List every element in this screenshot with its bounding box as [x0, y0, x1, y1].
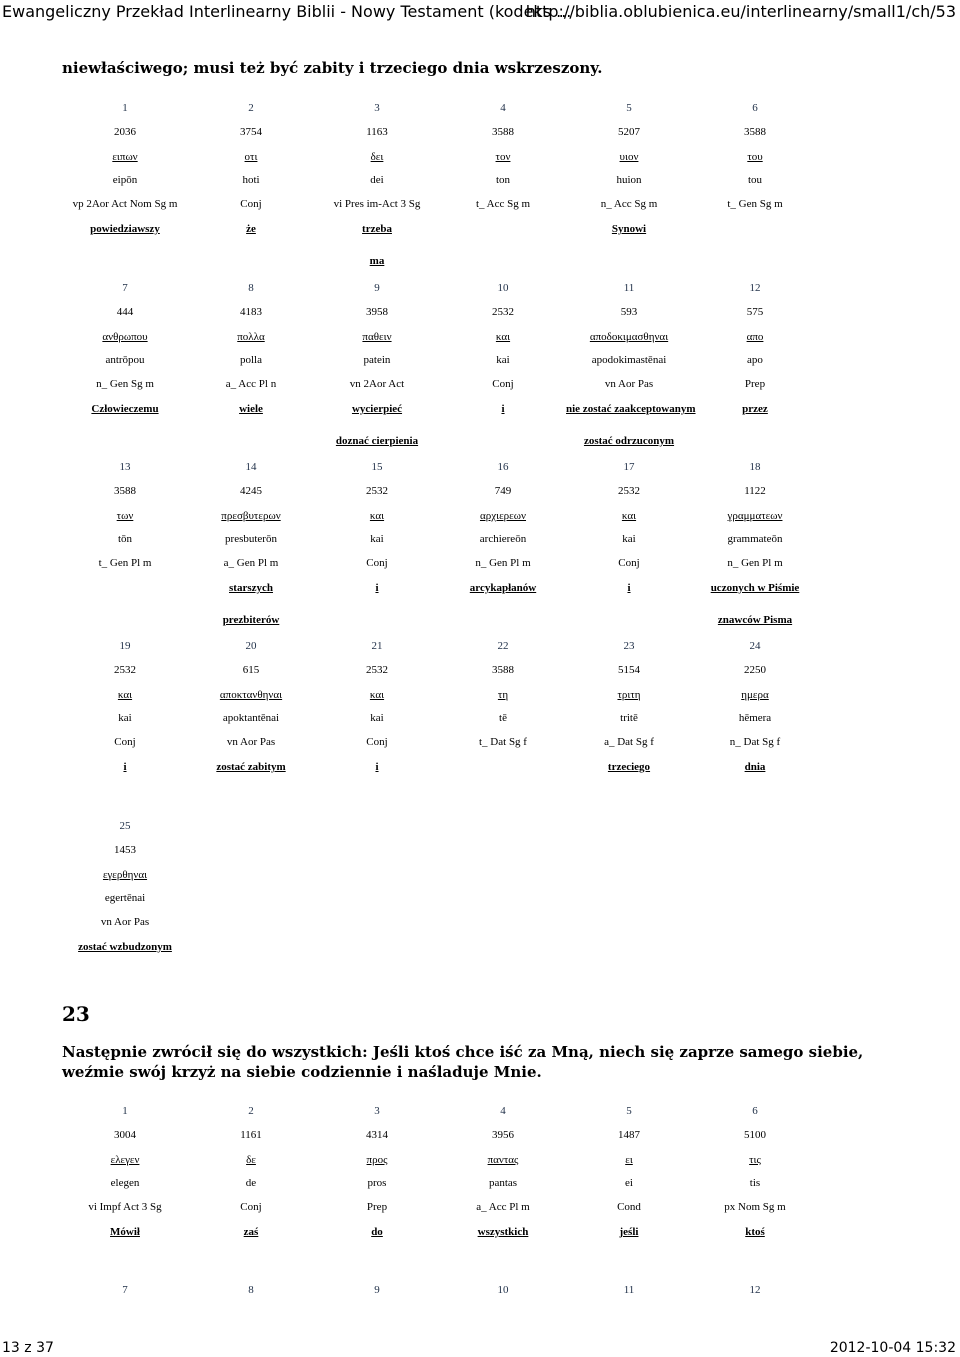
interlinear-row-polish-translation: [62, 939, 818, 955]
greek-word[interactable]: και: [495, 331, 511, 343]
interlinear-row-morphology: [62, 555, 818, 571]
greek-word[interactable]: αποδοκιμασθηναι: [589, 331, 669, 343]
interlinear-row-morphology: [62, 914, 818, 930]
morphology: vn Aor Pas: [604, 378, 654, 390]
transliteration: kai: [370, 533, 384, 545]
greek-word[interactable]: και: [369, 510, 385, 522]
polish-alternative[interactable]: [62, 433, 188, 449]
greek-word[interactable]: γραμματεων: [727, 510, 783, 522]
interlinear-row-word-position: [62, 459, 818, 475]
transliteration: eipōn: [112, 174, 138, 186]
word-position: 9: [374, 282, 380, 294]
word-position: 8: [248, 1284, 254, 1296]
interlinear-row-polish-translation: [62, 401, 818, 417]
polish-translation[interactable]: wycierpieć: [351, 403, 403, 415]
transliteration: grammateōn: [727, 533, 783, 545]
transliteration: patein: [363, 354, 391, 366]
word-position: 11: [623, 282, 635, 294]
word-position: 22: [497, 640, 509, 652]
interlinear-row-greek-word: [62, 149, 818, 165]
transliteration: pantas: [488, 1177, 518, 1189]
polish-translation[interactable]: ktoś: [745, 1226, 765, 1238]
strong-number: 615: [242, 664, 260, 676]
word-position: 10: [497, 282, 509, 294]
greek-word[interactable]: παντας: [487, 1154, 519, 1166]
transliteration: hēmera: [738, 712, 772, 724]
polish-alternative[interactable]: [440, 612, 566, 628]
polish-alternative[interactable]: [62, 253, 188, 269]
morphology: a_ Dat Sg f: [604, 736, 654, 748]
interlinear-row-strong-number: [62, 124, 818, 140]
polish-alternative[interactable]: [440, 433, 566, 449]
morphology: vn Aor Pas: [226, 736, 276, 748]
strong-number: 2532: [366, 664, 388, 676]
polish-translation[interactable]: zaś: [243, 1226, 259, 1238]
strong-number: 3588: [492, 664, 514, 676]
morphology: n_ Acc Sg m: [600, 198, 658, 210]
greek-word[interactable]: τις: [749, 1154, 761, 1166]
polish-translation[interactable]: wiele: [239, 403, 263, 415]
morphology: Conj: [492, 378, 514, 390]
transliteration: kai: [622, 533, 636, 545]
greek-word[interactable]: πολλα: [237, 331, 265, 343]
morphology: Conj: [114, 736, 136, 748]
greek-word[interactable]: των: [116, 510, 134, 522]
polish-alternative[interactable]: [440, 253, 566, 269]
morphology: a_ Gen Pl m: [223, 557, 279, 569]
transliteration: tē: [499, 712, 507, 724]
morphology: vp 2Aor Act Nom Sg m: [72, 198, 178, 210]
morphology: t_ Acc Sg m: [475, 198, 531, 210]
word-position: 6: [752, 1105, 758, 1117]
transliteration: elegen: [110, 1177, 140, 1189]
verse-22-tail: niewłaściwego; musi też być zabity i trzeciego dnia wskrzeszony.: [62, 59, 603, 77]
greek-word[interactable]: εγερθηναι: [102, 869, 148, 881]
transliteration: presbuterōn: [225, 533, 277, 545]
interlinear-row-greek-word: [62, 687, 818, 703]
morphology: Conj: [366, 557, 388, 569]
greek-word[interactable]: ημερα: [741, 689, 769, 701]
transliteration: egertēnai: [104, 892, 146, 904]
polish-alternative[interactable]: [62, 612, 188, 628]
polish-translation[interactable]: i: [501, 403, 505, 415]
strong-number: 3956: [492, 1129, 514, 1141]
greek-word[interactable]: οτι: [244, 151, 258, 163]
polish-translation[interactable]: trzeciego: [607, 761, 651, 773]
word-position: 16: [497, 461, 509, 473]
transliteration: ei: [625, 1177, 633, 1189]
strong-number: 2532: [492, 306, 514, 318]
polish-translation[interactable]: zostać wzbudzonym: [78, 941, 172, 953]
polish-translation[interactable]: [440, 759, 566, 775]
interlinear-row-strong-number: [62, 662, 818, 678]
polish-translation[interactable]: Człowieczemu: [91, 403, 159, 415]
interlinear-row-greek-word: [62, 867, 818, 883]
morphology: Conj: [240, 198, 262, 210]
morphology: n_ Dat Sg f: [729, 736, 781, 748]
greek-word[interactable]: και: [621, 510, 637, 522]
transliteration: huion: [616, 174, 642, 186]
word-position: 19: [119, 640, 131, 652]
word-position: 23: [623, 640, 635, 652]
interlinear-row-transliteration: [62, 352, 818, 368]
interlinear-row-transliteration: [62, 1175, 818, 1191]
morphology: px Nom Sg m: [724, 1201, 786, 1213]
interlinear-row-morphology: [62, 1199, 818, 1215]
header-title: Ewangeliczny Przekład Interlinearny Biblii - Nowy Testament (kodeks ...: [2, 2, 572, 21]
strong-number: 1122: [744, 485, 766, 497]
strong-number: 1487: [618, 1129, 640, 1141]
greek-word[interactable]: τριτη: [617, 689, 641, 701]
strong-number: 5207: [618, 126, 640, 138]
transliteration: kai: [370, 712, 384, 724]
word-position: 9: [374, 1284, 380, 1296]
word-position: 20: [245, 640, 257, 652]
word-position: 2: [248, 1105, 254, 1117]
word-position: 3: [374, 1105, 380, 1117]
strong-number: 3588: [114, 485, 136, 497]
header-url[interactable]: http://biblia.oblubienica.eu/interlinearny/small1/ch/53: [525, 2, 956, 21]
interlinear-row-polish-translation: [62, 580, 818, 596]
morphology: t_ Gen Sg m: [727, 198, 783, 210]
interlinear-row-morphology: [62, 196, 818, 212]
word-position: 24: [749, 640, 761, 652]
transliteration: hoti: [242, 174, 260, 186]
interlinear-row-word-position: [62, 638, 818, 654]
polish-alternative[interactable]: doznać cierpienia: [335, 435, 419, 447]
strong-number: 444: [116, 306, 134, 318]
greek-word[interactable]: ειπων: [112, 151, 138, 163]
strong-number: 2250: [744, 664, 766, 676]
word-position: 4: [500, 102, 506, 114]
greek-word[interactable]: προς: [366, 1154, 388, 1166]
morphology: Prep: [366, 1201, 388, 1213]
interlinear-row-transliteration: [62, 710, 818, 726]
polish-translation[interactable]: i: [123, 761, 127, 773]
interlinear-row-word-position: [62, 1282, 818, 1298]
strong-number: 4314: [366, 1129, 388, 1141]
polish-translation[interactable]: dnia: [744, 761, 766, 773]
interlinear-row-polish-alternative: [62, 612, 818, 628]
polish-translation[interactable]: nie zostać zaakceptowanym: [566, 403, 696, 415]
polish-translation[interactable]: do: [371, 1226, 383, 1238]
transliteration: tritē: [620, 712, 638, 724]
word-position: 10: [497, 1284, 509, 1296]
transliteration: apoktantēnai: [222, 712, 280, 724]
transliteration: apo: [747, 354, 763, 366]
morphology: n_ Gen Sg m: [96, 378, 154, 390]
word-position: 8: [248, 282, 254, 294]
strong-number: 5100: [744, 1129, 766, 1141]
transliteration: archiereōn: [479, 533, 527, 545]
greek-word[interactable]: αποκτανθηναι: [219, 689, 283, 701]
interlinear-row-word-position: [62, 280, 818, 296]
strong-number: 2036: [114, 126, 136, 138]
morphology: a_ Acc Pl m: [476, 1201, 530, 1213]
word-position: 6: [752, 102, 758, 114]
morphology: Conj: [366, 736, 388, 748]
strong-number: 3588: [744, 126, 766, 138]
strong-number: 2532: [618, 485, 640, 497]
polish-alternative[interactable]: ma: [369, 255, 385, 267]
strong-number: 2532: [114, 664, 136, 676]
strong-number: 3588: [492, 126, 514, 138]
transliteration: de: [245, 1177, 257, 1189]
morphology: Conj: [240, 1201, 262, 1213]
word-position: 17: [623, 461, 635, 473]
polish-translation[interactable]: Synowi: [611, 223, 647, 235]
polish-translation[interactable]: zostać zabitym: [216, 761, 286, 773]
interlinear-row-greek-word: [62, 1152, 818, 1168]
morphology: vi Impf Act 3 Sg: [88, 1201, 162, 1213]
polish-alternative[interactable]: znawców Pisma: [717, 614, 793, 626]
greek-word[interactable]: ανθρωπου: [102, 331, 148, 343]
strong-number: 575: [746, 306, 764, 318]
greek-word[interactable]: αρχιερεων: [479, 510, 527, 522]
interlinear-row-polish-alternative: [62, 253, 818, 269]
transliteration: apodokimastēnai: [591, 354, 667, 366]
strong-number: 4245: [240, 485, 262, 497]
word-position: 13: [119, 461, 131, 473]
transliteration: antrōpou: [105, 354, 145, 366]
polish-alternative[interactable]: [692, 253, 818, 269]
greek-word[interactable]: τον: [495, 151, 511, 163]
greek-word[interactable]: και: [369, 689, 385, 701]
morphology: vn 2Aor Act: [349, 378, 405, 390]
word-position: 12: [749, 282, 761, 294]
word-position: 14: [245, 461, 257, 473]
polish-alternative[interactable]: prezbiterów: [222, 614, 280, 626]
polish-translation[interactable]: [440, 221, 566, 237]
polish-alternative[interactable]: [566, 612, 692, 628]
morphology: t_ Gen Pl m: [98, 557, 152, 569]
polish-translation[interactable]: i: [375, 582, 379, 594]
polish-translation[interactable]: uczonych w Piśmie: [710, 582, 800, 594]
polish-translation[interactable]: że: [246, 223, 256, 235]
word-position: 1: [122, 1105, 128, 1117]
polish-translation[interactable]: [692, 221, 818, 237]
word-position: 1: [122, 102, 128, 114]
transliteration: polla: [240, 354, 262, 366]
interlinear-row-greek-word: [62, 508, 818, 524]
interlinear-row-strong-number: [62, 483, 818, 499]
interlinear-row-word-position: [62, 1103, 818, 1119]
interlinear-row-strong-number: [62, 304, 818, 320]
word-position: 11: [623, 1284, 635, 1296]
greek-word[interactable]: και: [117, 689, 133, 701]
word-position: 25: [119, 820, 131, 832]
strong-number: 4183: [240, 306, 262, 318]
print-datetime: 2012-10-04 15:32: [829, 1340, 956, 1356]
greek-word[interactable]: πρεσβυτερων: [221, 510, 281, 522]
morphology: vi Pres im-Act 3 Sg: [333, 198, 421, 210]
strong-number: 749: [494, 485, 512, 497]
interlinear-row-transliteration: [62, 172, 818, 188]
morphology: a_ Acc Pl n: [225, 378, 277, 390]
polish-alternative[interactable]: [566, 253, 692, 269]
page-counter: 13 z 37: [2, 1340, 54, 1356]
greek-word[interactable]: παθειν: [362, 331, 392, 343]
word-position: 21: [371, 640, 383, 652]
greek-word[interactable]: του: [747, 151, 763, 163]
word-position: 3: [374, 102, 380, 114]
word-position: 4: [500, 1105, 506, 1117]
transliteration: tou: [747, 174, 763, 186]
transliteration: pros: [367, 1177, 387, 1189]
strong-number: 1453: [114, 844, 136, 856]
interlinear-row-word-position: [62, 818, 818, 834]
interlinear-row-morphology: [62, 376, 818, 392]
transliteration: dei: [370, 174, 384, 186]
word-position: 7: [122, 1284, 128, 1296]
word-position: 5: [626, 1105, 632, 1117]
word-position: 18: [749, 461, 761, 473]
strong-number: 3754: [240, 126, 262, 138]
interlinear-row-strong-number: [62, 1127, 818, 1143]
morphology: Prep: [744, 378, 766, 390]
polish-translation[interactable]: powiedziawszy: [90, 223, 160, 235]
morphology: Conj: [618, 557, 640, 569]
polish-translation[interactable]: i: [627, 582, 631, 594]
interlinear-row-polish-translation: [62, 221, 818, 237]
greek-word[interactable]: ελεγεν: [110, 1154, 140, 1166]
transliteration: kai: [118, 712, 132, 724]
greek-word[interactable]: υιον: [619, 151, 639, 163]
morphology: Cond: [617, 1201, 641, 1213]
strong-number: 593: [620, 306, 638, 318]
transliteration: tōn: [117, 533, 133, 545]
interlinear-row-polish-translation: [62, 759, 818, 775]
polish-translation[interactable]: [62, 580, 188, 596]
greek-word[interactable]: δε: [246, 1154, 256, 1166]
interlinear-row-morphology: [62, 734, 818, 750]
verse-23-text: Następnie zwrócił się do wszystkich: Jeśli ktoś chce iść za Mną, niech się zaprze samego siebie, weźmie swój krzyż na siebie codziennie i naśladuje Mnie.: [62, 1043, 864, 1081]
polish-translation[interactable]: przez: [742, 403, 768, 415]
morphology: t_ Dat Sg f: [479, 736, 527, 748]
interlinear-row-polish-translation: [62, 1224, 818, 1240]
word-position: 2: [248, 102, 254, 114]
word-position: 15: [371, 461, 383, 473]
polish-alternative[interactable]: [692, 433, 818, 449]
morphology: n_ Gen Pl m: [475, 557, 531, 569]
transliteration: ton: [495, 174, 511, 186]
greek-word[interactable]: ει: [625, 1154, 633, 1166]
polish-translation[interactable]: wszystkich: [477, 1226, 529, 1238]
strong-number: 1163: [366, 126, 388, 138]
strong-number: 3958: [366, 306, 388, 318]
morphology: vn Aor Pas: [100, 916, 150, 928]
word-position: 12: [749, 1284, 761, 1296]
greek-word[interactable]: δει: [370, 151, 384, 163]
polish-translation[interactable]: Mówił: [110, 1226, 140, 1238]
strong-number: 1161: [240, 1129, 262, 1141]
polish-alternative[interactable]: zostać odrzuconym: [583, 435, 675, 447]
interlinear-row-polish-alternative: [62, 433, 818, 449]
greek-word[interactable]: τη: [497, 689, 509, 701]
polish-alternative[interactable]: [188, 433, 314, 449]
polish-translation[interactable]: trzeba: [362, 223, 392, 235]
word-position: 7: [122, 282, 128, 294]
polish-translation[interactable]: i: [375, 761, 379, 773]
interlinear-row-transliteration: [62, 890, 818, 906]
polish-translation[interactable]: starszych: [229, 582, 273, 594]
transliteration: kai: [496, 354, 510, 366]
strong-number: 3004: [114, 1129, 136, 1141]
strong-number: 5154: [618, 664, 640, 676]
interlinear-row-greek-word: [62, 329, 818, 345]
morphology: n_ Gen Pl m: [727, 557, 783, 569]
interlinear-row-transliteration: [62, 531, 818, 547]
interlinear-row-word-position: [62, 100, 818, 116]
polish-alternative[interactable]: [314, 612, 440, 628]
polish-alternative[interactable]: [188, 253, 314, 269]
polish-translation[interactable]: arcykapłanów: [469, 582, 537, 594]
interlinear-row-strong-number: [62, 842, 818, 858]
strong-number: 2532: [366, 485, 388, 497]
polish-translation[interactable]: jeśli: [619, 1226, 639, 1238]
word-position: 5: [626, 102, 632, 114]
verse-number: 23: [62, 1002, 90, 1026]
greek-word[interactable]: απο: [746, 331, 764, 343]
transliteration: tis: [749, 1177, 761, 1189]
